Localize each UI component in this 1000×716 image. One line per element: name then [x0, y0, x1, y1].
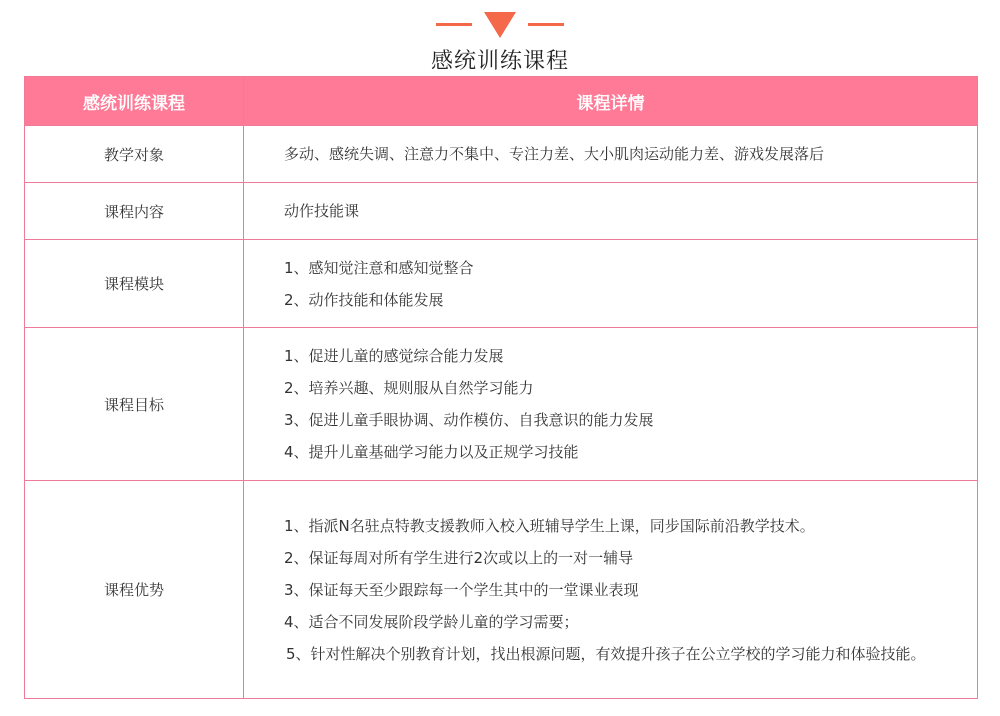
row-label: 课程模块 — [25, 240, 244, 328]
row-label: 课程优势 — [25, 481, 244, 699]
content-line: 2、动作技能和体能发展 — [284, 290, 444, 309]
row-content — [244, 328, 978, 481]
decor-line-right — [528, 23, 564, 26]
content-paragraph: 5、针对性解决个别教育计划，找出根源问题，有效提升孩子在公立学校的学习能力和体验技能。 — [286, 644, 926, 663]
table-row — [25, 481, 978, 699]
table-row — [25, 126, 978, 183]
row-label: 课程内容 — [25, 183, 244, 240]
content-line: 2、培养兴趣、规则服从自然学习能力 — [284, 379, 534, 397]
content-line: 动作技能课 — [284, 202, 360, 220]
table-row — [25, 328, 978, 481]
decor-line-left — [436, 23, 472, 26]
row-content — [244, 183, 978, 240]
table-header-row — [25, 77, 978, 126]
row-label: 教学对象 — [25, 126, 244, 183]
content-line: 4、适合不同发展阶段学龄儿童的学习需要； — [284, 612, 579, 631]
content-line: 多动、感统失调、注意力不集中、专注力差、大小肌肉运动能力差、游戏发展落后 — [284, 145, 825, 163]
content-line: 3、保证每天至少跟踪每一个学生其中的一堂课业表现 — [284, 580, 639, 599]
row-content — [244, 126, 978, 183]
content-line: 2、保证每周对所有学生进行2次或以上的一对一辅导 — [284, 548, 634, 567]
content-line: 4、提升儿童基础学习能力以及正规学习技能 — [284, 443, 579, 461]
header-details: 课程详情 — [244, 77, 978, 126]
content-line: 3、促进儿童手眼协调、动作模仿、自我意识的能力发展 — [284, 411, 654, 429]
course-table — [24, 76, 978, 699]
row-label: 课程目标 — [25, 328, 244, 481]
title-decoration — [0, 10, 1000, 40]
page-title: 感统训练课程 — [430, 49, 569, 74]
table-row — [25, 240, 978, 328]
row-content — [244, 481, 978, 699]
triangle-down-icon — [484, 12, 516, 38]
content-line: 1、感知觉注意和感知觉整合 — [284, 258, 474, 277]
table-row — [25, 183, 978, 240]
content-line: 1、促进儿童的感觉综合能力发展 — [284, 347, 504, 365]
content-line: 1、指派N名驻点特教支援教师入校入班辅导学生上课，同步国际前沿教学技术。 — [284, 516, 815, 535]
row-content — [244, 240, 978, 328]
header-course: 感统训练课程 — [25, 77, 244, 126]
